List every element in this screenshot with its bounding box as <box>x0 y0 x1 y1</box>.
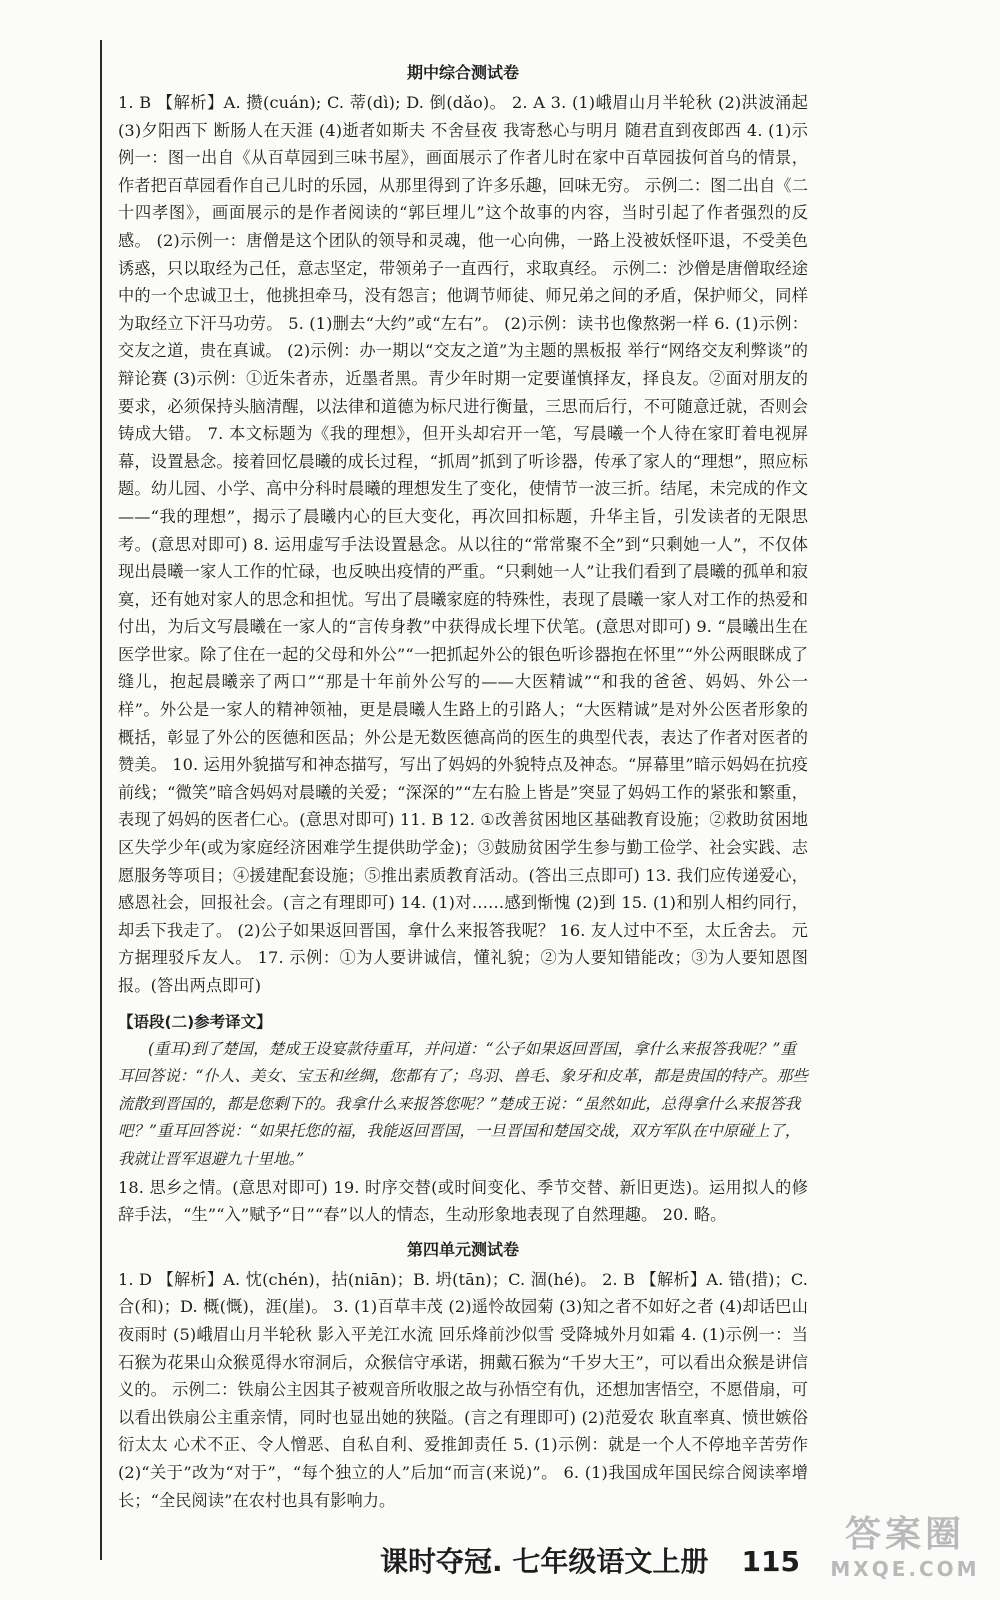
content-column <box>118 60 808 1514</box>
answer-block-unit4: 1. D 【解析】A. 忱(chén)，拈(niān)；B. 坍(tān)；C. 涸(hé)。 2. B 【解析】A. 错(措)；C. 合(和)；D. 概(慨)，涯(崖)。 3. (1)百草丰茂 (2)遥怜故园菊 (3)知之者不如好之者 (4)却话巴山夜雨时 (5)峨眉山月半轮秋 影入平羌江水流 回乐烽前沙似雪 受降城外月如霜 4. (1)示例一：当石猴为花果山众猴觅得水帘洞后，众猴信守承诺，拥戴石猴为“千岁大王”，可以看出众猴是讲信义的。 示例二：铁扇公主因其子被观音所收服之故与孙悟空有仇，还想加害悟空，不愿借扇，可以看出铁扇公主重亲情，同时也显出她的狭隘。(言之有理即可) (2)范爱农 耿直率真、愤世嫉俗 衍太太 心术不正、令人憎恶、自私自利、爱推卸责任 5. (1)示例：就是一个人不停地辛苦劳作 (2)“关于”改为“对于”，“每个独立的人”后加“而言(来说)”。 6. (1)我国成年国民综合阅读率增长；“全民阅读”在农村也具有影响力。 <box>118 1269 808 1510</box>
watermark-top-text: 答案圈 <box>844 1514 965 1555</box>
page-footer <box>380 1540 800 1580</box>
page-number: 115 <box>741 1545 800 1578</box>
book-title: 课时夺冠. 七年级语文上册 <box>380 1545 709 1578</box>
section-title-midterm: 期中综合测试卷 <box>406 63 519 82</box>
margin-rule <box>100 40 102 1560</box>
section-title-unit4: 第四单元测试卷 <box>406 1239 519 1259</box>
watermark-logo <box>820 1514 990 1588</box>
translation-text: (重耳)到了楚国，楚成王设宴款待重耳，并问道：“公子如果返回晋国，拿什么来报答我呢？”重耳回答说：“仆人、美女、宝玉和丝绸，您都有了；鸟羽、兽毛、象牙和皮革，都是贵国的特产。那些流散到晋国的，都是您剩下的。我拿什么来报答您呢？”楚成王说：“虽然如此，总得拿什么来报答我吧？”重耳回答说：“如果托您的福，我能返回晋国，一旦晋国和楚国交战，双方军队在中原碰上了，我就让晋军退避九十里地。” <box>118 1039 808 1168</box>
answer-block-midterm: 1. B 【解析】A. 攒(cuán); C. 蒂(dì); D. 倒(dǎo)。 2. A 3. (1)峨眉山月半轮秋 (2)洪波涌起 (3)夕阳西下 断肠人在天涯 (4)逝者如斯夫 不舍昼夜 我寄愁心与明月 随君直到夜郎西 4. (1)示例一：图一出自《从百草园到三味书屋》，画面展示了作者儿时在家中百草园拔何首乌的情景，作者把百草园看作自己儿时的乐园，从那里得到了许多乐趣，回味无穷。 示例二：图二出自《二十四孝图》，画面展示的是作者阅读的“郭巨埋儿”这个故事的内容，当时引起了作者强烈的反感。 (2)示例一：唐僧是这个团队的领导和灵魂，他一心向佛，一路上没被妖怪吓退，不受美色诱惑，只以取经为己任，意志坚定，带领弟子一直西行，求取真经。 示例二：沙僧是唐僧取经途中的一个忠诚卫士，他挑担牵马，没有怨言；他调节师徒、师兄弟之间的矛盾，保护师父，同样为取经立下汗马功劳。 5. (1)删去“大约”或“左右”。 (2)示例：读书也像熬粥一样 6. (1)示例：交友之道，贵在真诚。 (2)示例：办一期以“交友之道”为主题的黑板报 举行“网络交友利弊谈”的辩论赛 (3)示例：①近朱者赤，近墨者黑。青少年时期一定要谨慎择友，择良友。②面对朋友的要求，必须保持头脑清醒，以法律和道德为标尺进行衡量，三思而后行，不可随意迁就，否则会铸成大错。 7. 本文标题为《我的理想》，但开头却宕开一笔，写晨曦一个人待在家盯着电视屏幕，设置悬念。接着回忆晨曦的成长过程，“抓周”抓到了听诊器，传承了家人的“理想”，照应标题。幼儿园、小学、高中分科时晨曦的理想发生了变化，使情节一波三折。结尾，未完成的作文——“我的理想”，揭示了晨曦内心的巨大变化，再次回扣标题，升华主旨，引发读者的无限思考。(意思对即可) 8. 运用虚写手法设置悬念。从以往的“常常聚不全”到“只剩她一人”，不仅体现出晨曦一家人工作的忙碌，也反映出疫情的严重。“只剩她一人”让我们看到了晨曦的孤单和寂寞，还有她对家人的思念和担忧。写出了晨曦家庭的特殊性，表现了晨曦一家人对工作的热爱和付出，为后文写晨曦在一家人的“言传身教”中获得成长埋下伏笔。(意思对即可) 9. “晨曦出生在医学世家。除了住在一起的父母和外公”“一把抓起外公的银色听诊器抱在怀里”“外公两眼眯成了缝儿，抱起晨曦亲了两口”“那是十年前外公写的——大医精诚”“和我的爸爸、妈妈、外公一样”。外公是一家人的精神领袖，更是晨曦人生路上的引路人；“大医精诚”是对外公医者形象的概括，彰显了外公的医德和医品；外公是无数医德高尚的医生的典型代表，表达了作者对医者的赞美。 10. 运用外貌描写和神态描写，写出了妈妈的外貌特点及神态。“屏幕里”暗示妈妈在抗疫前线；“微笑”暗含妈妈对晨曦的关爱；“深深的”“左右脸上皆是”突显了妈妈工作的紧张和繁重，表现了妈妈的医者仁心。(意思对即可) 11. B 12. ①改善贫困地区基础教育设施；②救助贫困地区失学少年(或为家庭经济困难学生提供助学金)；③鼓励贫困学生参与勤工俭学、社会实践、志愿服务等项目；④援建配套设施；⑤推出素质教育活动。(答出三点即可) 13. 我们应传递爱心，感恩社会，回报社会。(言之有理即可) 14. (1)对……感到惭愧 (2)到 15. (1)和别人相约同行，却丢下我走了。 (2)公子如果返回晋国，拿什么来报答我呢？ 16. 友人过中不至，太丘舍去。 元方据理驳斥友人。 17. 示例：①为人要讲诚信，懂礼貌；②为人要知错能改；③为人要知恩图报。(答出两点即可) <box>118 93 808 995</box>
answer-block-continued: 18. 思乡之情。(意思对即可) 19. 时序交替(或时间变化、季节交替、新旧更迭)。运用拟人的修辞手法，“生”“入”赋予“日”“春”以人的情态，生动形象地表现了自然理趣。 20. 略。 <box>118 1177 808 1225</box>
watermark-bottom-text: MXQE.COM <box>830 1557 980 1581</box>
translation-heading: 【语段(二)参考译文】 <box>118 1012 272 1031</box>
